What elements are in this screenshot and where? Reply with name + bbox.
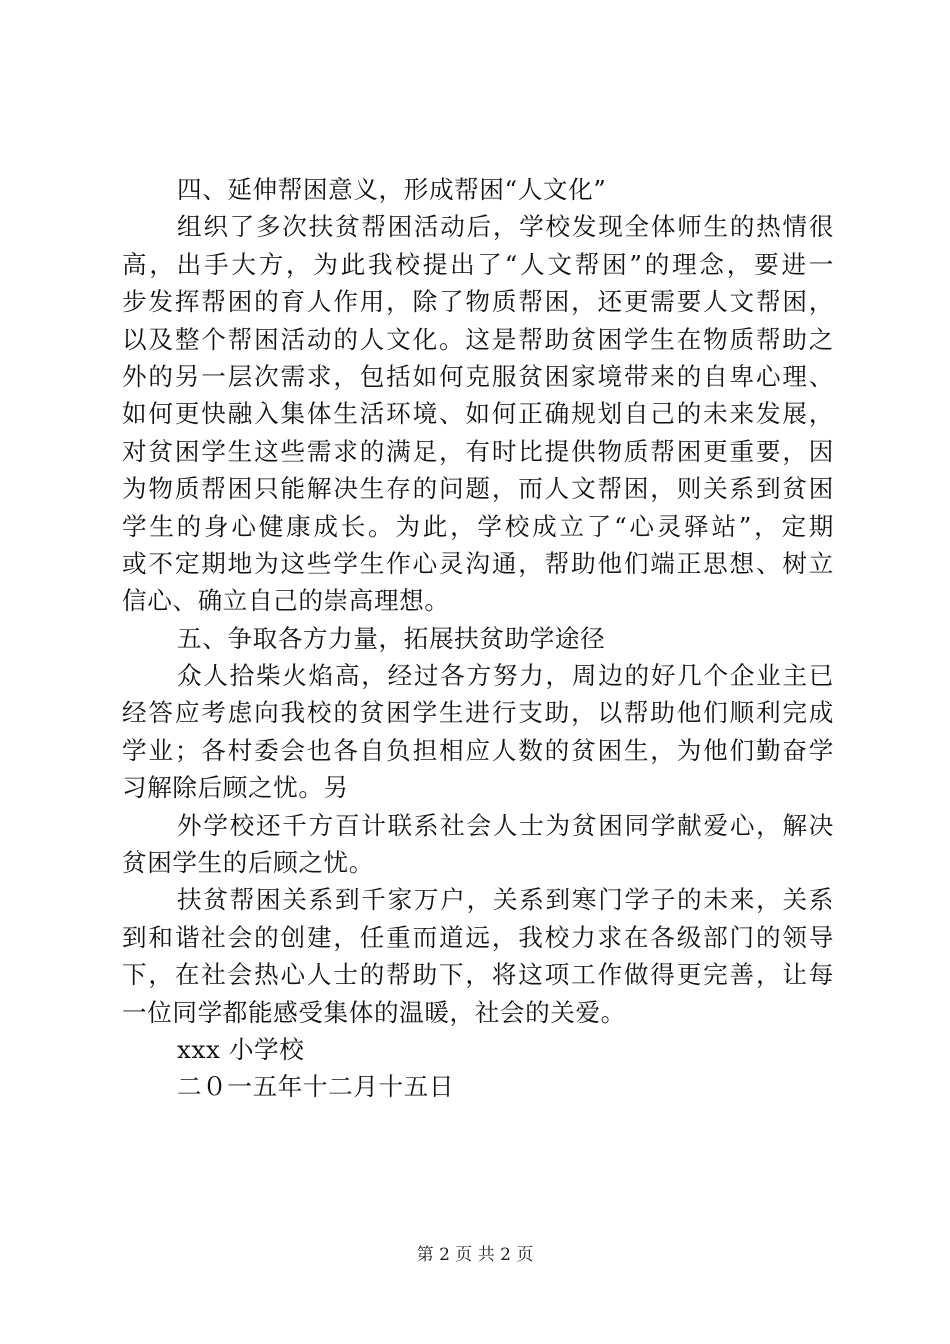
paragraph-line: 外的另一层次需求，包括如何克服贫困家境带来的自卑心理、	[122, 361, 834, 391]
section-heading-5: 五、争取各方力量，拓展扶贫助学途径	[177, 623, 606, 653]
paragraph-line: 或不定期地为这些学生作心灵沟通，帮助他们端正思想、树立	[122, 548, 834, 578]
signature-school: xxx 小学校	[177, 1034, 305, 1064]
paragraph-line: 经答应考虑向我校的贫困学生进行支助，以帮助他们顺利完成	[122, 698, 834, 728]
paragraph-line: 扶贫帮困关系到千家万户，关系到寒门学子的未来，关系	[177, 885, 834, 915]
paragraph-line: 到和谐社会的创建，任重而道远，我校力求在各级部门的领导	[122, 922, 834, 952]
paragraph-line: 对贫困学生这些需求的满足，有时比提供物质帮困更重要，因	[122, 436, 834, 466]
document-body	[122, 171, 834, 1106]
section-heading-4: 四、延伸帮困意义，形成帮困“人文化”	[177, 175, 607, 204]
paragraph-line: 如何更快融入集体生活环境、如何正确规划自己的未来发展，	[122, 399, 834, 429]
paragraph-line: 学生的身心健康成长。为此，学校成立了“心灵驿站”，定期	[122, 511, 834, 541]
paragraph-line: 习解除后顾之忧。另	[122, 773, 349, 803]
paragraph-line: 下，在社会热心人士的帮助下，将这项工作做得更完善，让每	[122, 960, 834, 990]
paragraph-line: 学业；各村委会也各自负担相应人数的贫困生，为他们勤奋学	[122, 735, 834, 765]
paragraph-line: 外学校还千方百计联系社会人士为贫困同学献爱心，解决	[177, 810, 834, 840]
paragraph-line: 步发挥帮困的育人作用，除了物质帮困，还更需要人文帮困，	[122, 287, 834, 317]
paragraph-line: 一位同学都能感受集体的温暖，社会的关爱。	[122, 997, 626, 1027]
paragraph-line: 组织了多次扶贫帮困活动后，学校发现全体师生的热情很	[177, 212, 834, 242]
paragraph-line: 众人拾柴火焰高，经过各方努力，周边的好几个企业主已	[177, 661, 834, 691]
paragraph-line: 以及整个帮困活动的人文化。这是帮助贫困学生在物质帮助之	[122, 324, 834, 354]
paragraph-line: 为物质帮困只能解决生存的问题，而人文帮困，则关系到贫困	[122, 474, 834, 504]
page-number-footer: 第 2 页 共 2 页	[416, 1245, 534, 1265]
paragraph-line: 信心、确立自己的崇高理想。	[122, 586, 450, 616]
paragraph-line: 贫困学生的后顾之忧。	[122, 848, 374, 878]
paragraph-line: 高，出手大方，为此我校提出了“人文帮困”的理念，要进一	[122, 249, 834, 279]
signature-date: 二０一五年十二月十五日	[177, 1072, 455, 1102]
